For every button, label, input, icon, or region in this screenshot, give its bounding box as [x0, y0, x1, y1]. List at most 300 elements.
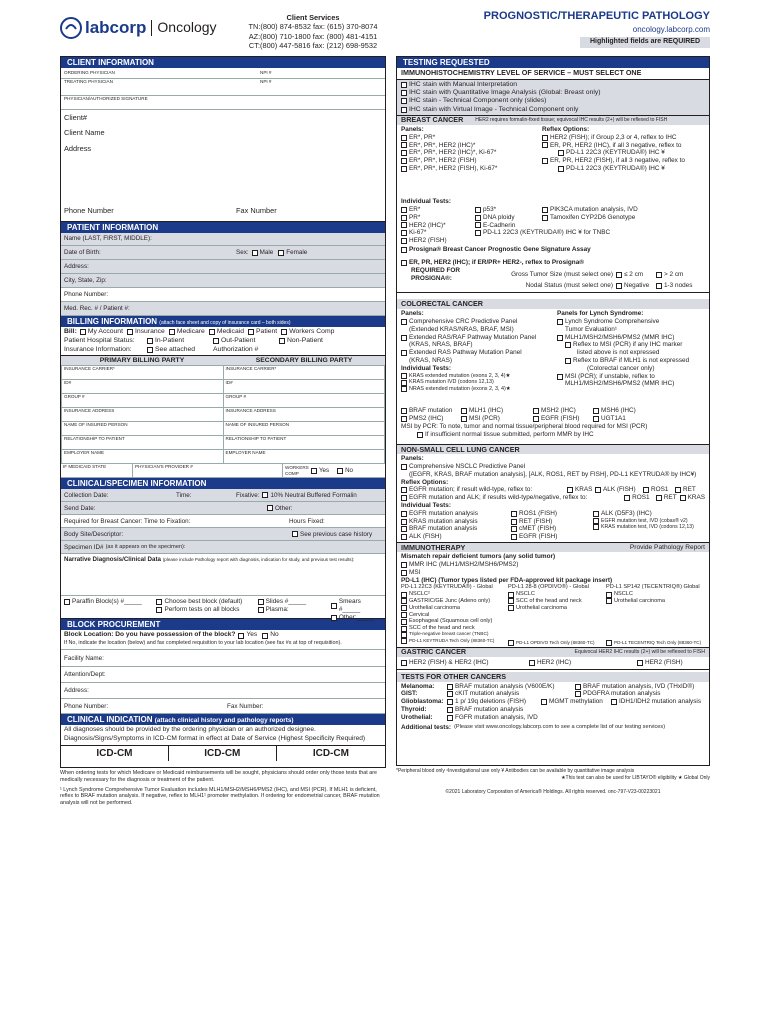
insufficient-label: If insufficient normal tissue submitted, perform MMR by IHC [425, 430, 594, 438]
immuno-report-note: Provide Pathology Report [629, 543, 705, 551]
breast-test-label: PD-L1 22C3 (KEYTRUDA®) IHC ¥ for TNBC [483, 229, 611, 237]
block-fax-label: Fax Number: [227, 702, 264, 710]
fax-label: Fax Number [236, 206, 277, 215]
pdl1-label: SCC of the head and neck [409, 625, 475, 632]
reflex-option-label: KRAS [575, 486, 593, 494]
prosigna-reflex-checkbox[interactable] [401, 260, 407, 266]
other-cancer-label: Melanoma: [401, 682, 435, 690]
pdl1-checkbox[interactable] [401, 592, 407, 598]
nsclc-panel-checkbox[interactable] [401, 464, 407, 470]
breast-time-row [61, 515, 385, 528]
pdl1-label: Urothelial carcinoma [409, 604, 460, 611]
treating-physician-field[interactable] [61, 79, 385, 96]
crc-test-checkbox[interactable] [401, 408, 407, 414]
fixative-label: Fixative: [236, 491, 260, 499]
other-test-checkbox[interactable] [447, 707, 453, 713]
left-column [60, 56, 386, 768]
other-specimen-label: Other:_____ [338, 614, 375, 622]
nsclc-test-label: cMET (FISH) [519, 525, 557, 533]
ihc-virtual-checkbox[interactable] [401, 107, 407, 113]
primary-id-field[interactable]: ID# [62, 380, 224, 394]
pdl1-checkbox[interactable] [508, 592, 514, 598]
breast-test-checkbox[interactable] [401, 215, 407, 221]
colorectal-header: COLORECTAL CANCER [397, 299, 709, 309]
crc-test-checkbox[interactable] [593, 408, 599, 414]
reflex-ret-checkbox[interactable] [675, 487, 681, 493]
slides-label: Slides #_____ [265, 598, 307, 606]
reflex-kras-checkbox[interactable] [567, 487, 573, 493]
bill-workers-comp-checkbox[interactable] [281, 329, 287, 335]
collection-row [61, 489, 385, 502]
treating-physician-label: TREATING PHYSICIAN [64, 79, 113, 84]
breast-test-checkbox[interactable] [401, 207, 407, 213]
secondary-ins-address-field[interactable]: INSURANCE ADDRESS [223, 408, 385, 422]
crc-panel-sublabel: (KRAS, NRAS) [409, 357, 452, 365]
tumor-size-label: Gross Tumor Size (must select one) [511, 270, 613, 278]
logo [60, 16, 220, 40]
breast-test-label: HER2 (IHC)* [409, 221, 446, 229]
see-attached-checkbox[interactable] [147, 347, 153, 353]
out-patient-checkbox[interactable] [213, 338, 219, 344]
breast-test-label: Ki-67* [409, 229, 427, 237]
breast-test-label: DNA ploidy [483, 213, 515, 221]
reflex-option-label: RET [663, 494, 677, 502]
gastric-option-label: HER2 (IHC) [537, 658, 572, 666]
primary-insured-name-field[interactable]: NAME OF INSURED PERSON [62, 422, 224, 436]
patient-phone-field[interactable] [61, 288, 385, 302]
tumor-le2-label: ≤ 2 cm [624, 270, 644, 278]
legend-line-1: *Peripheral blood only ¹Investigational use only ¥ Antibodies can be available by quantitative image analysis [396, 768, 635, 774]
breast-test-checkbox[interactable] [542, 215, 548, 221]
see-previous-checkbox[interactable] [292, 531, 298, 537]
other-fixative-checkbox[interactable] [267, 505, 273, 511]
billing-header [61, 316, 385, 327]
table-row [62, 450, 385, 464]
workers-comp-no-checkbox[interactable] [337, 468, 343, 474]
perform-all-checkbox[interactable] [156, 607, 162, 613]
patient-phone-label: Phone Number: [64, 290, 109, 298]
primary-ins-address-field[interactable]: INSURANCE ADDRESS [62, 408, 224, 422]
client-services-title: Client Services [286, 13, 340, 22]
body-site-label: Body Site/Descriptor: [64, 530, 124, 538]
crc-panel-label: Extended RAS Pathway Mutation Panel [409, 349, 522, 357]
prosigna-required-label: REQUIRED FOR PROSIGNA®: [411, 266, 460, 282]
reflex-ret-checkbox[interactable] [656, 495, 662, 501]
crc-panel-sublabel: (KRAS, NRAS, BRAF) [409, 341, 473, 349]
in-patient-checkbox[interactable] [147, 338, 153, 344]
city-field[interactable] [61, 274, 385, 288]
other-test-checkbox[interactable] [575, 684, 581, 690]
nsclc-test-checkbox[interactable] [401, 526, 407, 532]
breast-test-checkbox[interactable] [401, 230, 407, 236]
attention-field[interactable] [61, 667, 385, 683]
other-test-label: MGMT methylation [549, 698, 603, 706]
signature-field[interactable] [61, 96, 385, 110]
hospital-status-label: Patient Hospital Status: [64, 336, 135, 344]
nsclc-test-checkbox[interactable] [401, 511, 407, 517]
other-test-checkbox[interactable] [447, 715, 453, 721]
male-checkbox[interactable] [252, 250, 258, 256]
pdl1-checkbox[interactable] [401, 619, 407, 625]
gastric-title: GASTRIC CANCER [401, 647, 467, 657]
copyright: ©2021 Laboratory Corporation of America® Holdings. All rights reserved. onc-797-V23-00223021 [445, 789, 661, 795]
bill-patient-checkbox[interactable] [248, 329, 254, 335]
breast-reflex-checkbox[interactable] [558, 166, 564, 172]
choose-best-label: Choose best block (default) [164, 598, 243, 606]
nsclc-test-checkbox[interactable] [511, 511, 517, 517]
other-test-checkbox[interactable] [541, 699, 547, 705]
prosigna-block [397, 259, 709, 293]
nsclc-reflex-checkbox[interactable] [401, 495, 407, 501]
med-rec-label: Med. Rec. # / Patient #: [64, 304, 130, 312]
table-row [62, 422, 385, 436]
pdl1-checkbox[interactable] [508, 640, 514, 646]
workers-comp-yes-checkbox[interactable] [311, 468, 317, 474]
lynch-checkbox[interactable] [557, 319, 563, 325]
gastric-fish-ihc-checkbox[interactable] [401, 660, 407, 666]
breast-test-checkbox[interactable] [475, 215, 481, 221]
nsclc-header: NON-SMALL CELL LUNG CANCER [397, 444, 709, 454]
nsclc-reflex-label: Reflex Options: [401, 478, 449, 486]
block-phone-label: Phone Number: [64, 702, 109, 710]
formalin-label: 10% Neutral Buffered Formalin [270, 491, 357, 499]
left-footer [60, 770, 386, 807]
narrative-field[interactable] [61, 554, 385, 596]
bill-my-account-checkbox[interactable] [80, 329, 86, 335]
crc-test-checkbox[interactable] [401, 386, 407, 392]
bill-label: Bill: [64, 328, 77, 335]
right-column [396, 56, 710, 766]
msi-label: MSI [409, 568, 421, 576]
prosigna-checkbox[interactable] [401, 247, 407, 253]
primary-employer-field[interactable]: EMPLOYER NAME [62, 450, 224, 464]
pdl1-col1-head: PD-L1 22C3 (KEYTRUDA®) - Global [401, 584, 493, 591]
ins-info-row [64, 346, 382, 355]
breast-panel-checkbox[interactable] [401, 150, 407, 156]
workers-comp-label: WORKERS COMP [285, 465, 309, 476]
pdl1-label: Triple-negative breast cancer (TNBC) [409, 632, 489, 638]
time-label: Time: [176, 491, 192, 499]
nsclc-test-checkbox[interactable] [593, 511, 599, 517]
breast-test-checkbox[interactable] [542, 207, 548, 213]
nsclc-test-label: RET (FISH) [519, 517, 553, 525]
other-test-checkbox[interactable] [575, 691, 581, 697]
pdl1-checkbox[interactable] [508, 605, 514, 611]
client-block [61, 110, 385, 222]
ihc-technical-checkbox[interactable] [401, 98, 407, 104]
breast-test-checkbox[interactable] [401, 238, 407, 244]
division-name: Oncology [157, 19, 217, 36]
pdl1-checkbox[interactable] [401, 598, 407, 604]
table-row [62, 408, 385, 422]
insufficient-checkbox[interactable] [417, 432, 423, 438]
brand-name: labcorp [85, 18, 147, 38]
primary-relationship-field[interactable]: RELATIONSHIP TO PATIENT [62, 436, 224, 450]
breast-panel-checkbox[interactable] [401, 135, 407, 141]
formalin-checkbox[interactable] [262, 492, 268, 498]
breast-reflex-checkbox[interactable] [542, 135, 548, 141]
pdl1-checkbox[interactable] [401, 605, 407, 611]
bill-medicaid-checkbox[interactable] [209, 329, 215, 335]
billing-title: BILLING INFORMATION [67, 317, 158, 326]
breast-panel-label: ER*, PR*, HER2 (FISH), Ki-67* [409, 164, 498, 172]
breast-reflex-option: ER, PR, HER2 (IHC), if all 3 negative, reflex to [550, 141, 682, 149]
msi-checkbox[interactable] [401, 570, 407, 576]
other-fixative-label: Other: [275, 504, 293, 512]
block-address-field[interactable] [61, 683, 385, 699]
crc-test-checkbox[interactable] [401, 416, 407, 422]
nsclc-test-checkbox[interactable] [593, 524, 599, 530]
block-header: BLOCK PROCUREMENT [61, 619, 385, 630]
other-test-checkbox[interactable] [447, 684, 453, 690]
other-specimen-checkbox[interactable] [331, 615, 337, 621]
icd-cm-field[interactable]: ICD-CM [61, 746, 169, 761]
crc-test-checkbox[interactable] [461, 416, 467, 422]
crc-test-checkbox[interactable] [401, 380, 407, 386]
lynch-title: Panels for Lynch Syndrome: [557, 310, 644, 318]
bill-insurance-checkbox[interactable] [127, 329, 133, 335]
pdl1-label: Cervical [409, 611, 430, 618]
nsclc-test-label: EGFR mutation analysis [409, 509, 478, 517]
clinical-text-1: All diagnoses should be provided by the ordering physician or an authorized designee. [64, 726, 316, 734]
right-footer [396, 768, 710, 796]
breast-test-label: E-Cadherin [483, 221, 516, 229]
signature-label: PHYSICIAN/AUTHORIZED SIGNATURE [64, 96, 148, 101]
nsclc-test-label: KRAS mutation analysis [409, 517, 478, 525]
crc-test-label: MSI (PCR) [469, 414, 500, 422]
reflex-ros1-checkbox[interactable] [643, 487, 649, 493]
primary-group-field[interactable]: GROUP # [62, 394, 224, 408]
nsclc-reflex-checkbox[interactable] [401, 487, 407, 493]
block-yes-checkbox[interactable] [238, 633, 244, 639]
nodal-negative-checkbox[interactable] [616, 283, 622, 289]
mmr-ihc-label: MMR IHC (MLH1/MSH2/MSH6/PMS2) [409, 560, 519, 568]
clinical-text [61, 725, 385, 744]
crc-test-label: KRAS mutation IVD (codons 12,13) [409, 379, 494, 386]
nsclc-test-checkbox[interactable] [401, 519, 407, 525]
breast-test-checkbox[interactable] [475, 222, 481, 228]
lynch-checkbox[interactable] [557, 374, 563, 380]
pdl1-checkbox[interactable] [606, 640, 612, 646]
other-test-checkbox[interactable] [611, 699, 617, 705]
crc-test-checkbox[interactable] [533, 408, 539, 414]
send-date-row [61, 502, 385, 515]
med-rec-field[interactable] [61, 302, 385, 316]
crc-test-checkbox[interactable] [461, 408, 467, 414]
block-note: If No, indicate the location (below) and fax completed requisition to your lab location (see fax #s at top of requisition). [64, 639, 342, 646]
breast-panel-checkbox[interactable] [401, 158, 407, 164]
other-test-label: BRAF mutation analysis [455, 706, 524, 714]
dob-label: Date of Birth: [64, 248, 101, 256]
other-test-checkbox[interactable] [447, 699, 453, 705]
nsclc-reflex-option: EGFR mutation and ALK; if results wild-type/negative, reflex to: [409, 494, 588, 502]
reflex-ros1-checkbox[interactable] [624, 495, 630, 501]
breast-reflex-option: ER, PR, HER2 (FISH), if all 3 negative, reflex to [550, 157, 685, 165]
pdl1-checkbox[interactable] [401, 612, 407, 618]
bill-option-label: Medicare [176, 328, 205, 335]
additional-tests-note: (Please visit www.oncology.labcorp.com to see a complete list of our testing services) [454, 724, 666, 731]
icd-cm-field[interactable]: ICD-CM [312, 747, 349, 759]
pdl1-checkbox[interactable] [401, 638, 407, 644]
paraffin-label: Paraffin Block(s) #_____ [72, 598, 142, 606]
crc-individual-label: Individual Tests: [401, 364, 451, 372]
lynch-checkbox[interactable] [557, 335, 563, 341]
other-test-checkbox[interactable] [447, 691, 453, 697]
breast-test-checkbox[interactable] [475, 207, 481, 213]
smears-checkbox[interactable] [331, 603, 337, 609]
nsclc-test-label: ROS1 (FISH) [519, 509, 557, 517]
block-no-checkbox[interactable] [262, 633, 268, 639]
reflex-option-label: ALK (FISH) [603, 486, 636, 494]
plasma-checkbox[interactable] [258, 607, 264, 613]
bill-medicare-checkbox[interactable] [169, 329, 175, 335]
clinical-text-2: Diagnosis/Signs/Symptoms in ICD-CM format in effect at Date of Service (Highest Specificity Required) [64, 735, 366, 743]
clinical-title: CLINICAL INDICATION [67, 715, 153, 725]
gastric-header [397, 647, 709, 657]
reflex-option-label: RET [683, 486, 696, 494]
lynch-label: MLH1/MSH2/MSH6/PMS2 (MMR IHC) [565, 333, 675, 341]
other-cancer-label: GIST: [401, 690, 418, 698]
secondary-id-field[interactable]: ID# [223, 380, 385, 394]
nsclc-test-checkbox[interactable] [401, 534, 407, 540]
reflex-alk-checkbox[interactable] [595, 487, 601, 493]
breast-test-checkbox[interactable] [475, 230, 481, 236]
lynch-footnote: ¹ Lynch Syndrome Comprehensive Tumor Evaluation includes MLH1/MSH2/MSH6/PMS2 (IHC), and MSI (PCR). If MLH1 is deficient, reflex to BRAF mutation analysis. If negative, reflex to MLH1¹ promoter methylation. If ordering for endometrial cancer, BRAF mutation analysis will not be performed. [60, 786, 380, 806]
ihc-option-label: IHC stain with Manual Interpretation [409, 80, 518, 88]
breast-reflex-checkbox[interactable] [542, 142, 548, 148]
secondary-employer-field[interactable]: EMPLOYER NAME [223, 450, 385, 464]
narrative-note: (please include Pathology report with diagnosis, indication for study, and previous test results): [162, 557, 355, 563]
pdl1-label: PD-L1 OPDIVO Tech Only (88360-TC) [516, 639, 595, 645]
pdl1-label: NSCLC [614, 591, 633, 598]
breast-panel-label: ER*, PR*, HER2 (FISH) [409, 157, 477, 165]
tumor-gt2-checkbox[interactable] [656, 272, 662, 278]
crc-test-label: BRAF mutation [409, 407, 453, 415]
table-row [62, 380, 385, 394]
female-label: Female [286, 248, 308, 256]
secondary-relationship-field[interactable]: RELATIONSHIP TO PATIENT [223, 436, 385, 450]
nsclc-test-checkbox[interactable] [511, 519, 517, 525]
nsclc-panel-label: Comprehensive NSCLC Predictive Panel [409, 462, 526, 470]
crc-test-checkbox[interactable] [593, 416, 599, 422]
pdl1-label: Urothelial carcinoma [516, 604, 567, 611]
breast-reflex-option: PD-L1 22C3 (KEYTRUDA®) IHC ¥ [566, 149, 665, 157]
immuno-title: IMMUNOTHERAPY [401, 542, 466, 552]
lynch-checkbox[interactable] [565, 342, 571, 348]
labcorp-logo-icon [60, 17, 82, 39]
non-patient-checkbox[interactable] [279, 338, 285, 344]
breast-reflex-checkbox[interactable] [542, 158, 548, 164]
immuno-header [397, 542, 709, 552]
breast-reflex-checkbox[interactable] [558, 150, 564, 156]
other-test-label: FGFR mutation analysis, IVD [455, 713, 538, 721]
breast-test-checkbox[interactable] [401, 222, 407, 228]
crc-test-label: EGFR (FISH) [541, 414, 580, 422]
breast-panel-checkbox[interactable] [401, 142, 407, 148]
bill-option-label: Insurance [134, 328, 165, 335]
choose-best-checkbox[interactable] [156, 599, 162, 605]
specimen-id-row[interactable] [61, 541, 385, 554]
female-checkbox[interactable] [278, 250, 284, 256]
crc-test-checkbox[interactable] [401, 373, 407, 379]
ihc-quantitative-checkbox[interactable] [401, 90, 407, 96]
slides-checkbox[interactable] [258, 599, 264, 605]
ihc-option-label: IHC stain - Technical Component only (slides) [409, 97, 547, 105]
mmr-ihc-checkbox[interactable] [401, 562, 407, 568]
tumor-le2-checkbox[interactable] [616, 272, 622, 278]
gastric-fish-checkbox[interactable] [637, 660, 643, 666]
secondary-group-field[interactable]: GROUP # [223, 394, 385, 408]
other-section [397, 682, 709, 733]
breast-reflex-option: PD-L1 22C3 (KEYTRUDA®) IHC ¥ [566, 164, 665, 172]
other-cancer-label: Glioblastoma: [401, 698, 444, 706]
medicaid-state-field[interactable]: IF MEDICAID STATE [61, 464, 133, 477]
phone-ct: CT:(800) 447-5816 fax: (212) 698-9532 [248, 40, 378, 50]
pdl1-label: PD-L1 TECENTRIQ Tech Only (88360-TC) [614, 639, 702, 645]
crc-test-checkbox[interactable] [533, 416, 539, 422]
nodal-positive-checkbox[interactable] [656, 283, 662, 289]
auth-label: Authorization # [213, 345, 259, 353]
nsclc-test-checkbox[interactable] [511, 534, 517, 540]
patient-name-field[interactable] [61, 233, 385, 246]
attention-label: Attention/Dept: [64, 671, 106, 679]
plasma-label: Plasma: [265, 606, 289, 614]
pdl1-label: NSCLC [516, 591, 535, 598]
breast-panel-checkbox[interactable] [401, 166, 407, 172]
crc-panel-checkbox[interactable] [401, 350, 407, 356]
sex-label: Sex: [236, 248, 249, 256]
breast-test-label: p53* [483, 205, 497, 213]
other-cancer-label: Thyroid: [401, 706, 427, 714]
breast-panels-label: Panels: [401, 125, 424, 133]
icd-cm-field[interactable]: ICD-CM [169, 746, 277, 761]
pdl1-checkbox[interactable] [401, 626, 407, 632]
npi1-label: NPI # [260, 70, 272, 76]
paraffin-checkbox[interactable] [64, 599, 70, 605]
patient-address-field[interactable] [61, 260, 385, 274]
pdl1-checkbox[interactable] [606, 592, 612, 598]
crc-panel-checkbox[interactable] [401, 335, 407, 341]
secondary-insured-name-field[interactable]: NAME OF INSURED PERSON [223, 422, 385, 436]
gastric-ihc-checkbox[interactable] [529, 660, 535, 666]
primary-billing-header: PRIMARY BILLING PARTY [99, 356, 185, 364]
pdl1-checkbox[interactable] [508, 598, 514, 604]
testing-header: TESTING REQUESTED [397, 57, 709, 68]
prosigna-reflex-label: ER, PR, HER2 (IHC); if ER/PR+ HER2-, reflex to Prosigna® [409, 258, 584, 266]
crc-test-label: MLH1 (IHC) [469, 407, 504, 415]
provider-number-field[interactable]: PHYSICIAN'S PROVIDER # [133, 464, 283, 477]
facility-field[interactable] [61, 650, 385, 667]
nsclc-test-checkbox[interactable] [593, 518, 599, 524]
nodal-status-label: Nodal Status (must select one) [525, 282, 613, 290]
pdl1-checkbox[interactable] [606, 598, 612, 604]
dob-row [61, 246, 385, 260]
primary-carrier-field[interactable]: INSURANCE CARRIER* [62, 366, 224, 380]
lynch-label: Lynch Syndrome Comprehensive [565, 317, 660, 325]
breast-test-label: HER2 (FISH) [409, 237, 447, 245]
website[interactable]: oncology.labcorp.com [632, 25, 710, 34]
ihc-manual-checkbox[interactable] [401, 82, 407, 88]
lynch-checkbox[interactable] [565, 358, 571, 364]
status-option-label: Out-Patient [221, 336, 256, 344]
reflex-kras-checkbox[interactable] [680, 495, 686, 501]
other-test-label: 1 p/ 19q deletions (FISH) [455, 698, 527, 706]
crc-panel-checkbox[interactable] [401, 319, 407, 325]
gastric-note: Equivocal HER2 IHC results (2+) will be reflexed to FISH [574, 649, 705, 656]
nsclc-test-checkbox[interactable] [511, 526, 517, 532]
secondary-carrier-field[interactable]: INSURANCE CARRIER* [223, 366, 385, 380]
nsclc-test-label: ALK (D5F3) (IHC) [601, 509, 652, 517]
